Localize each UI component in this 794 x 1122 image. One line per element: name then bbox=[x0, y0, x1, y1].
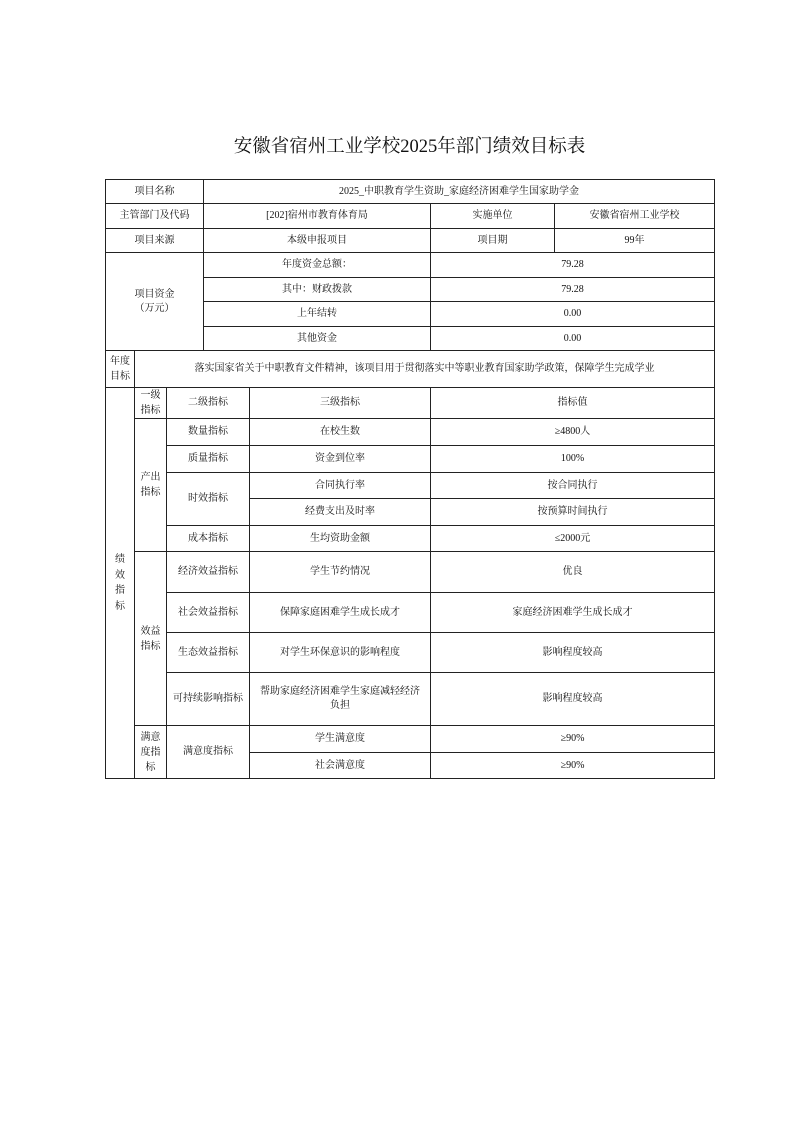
department-row bbox=[106, 204, 715, 229]
project-period-label: 项目期 bbox=[431, 229, 555, 253]
economic-benefit-value: 优良 bbox=[431, 552, 715, 593]
funds-fiscal-label: 其中：财政拨款 bbox=[204, 278, 431, 302]
quantity-metric: 在校生数 bbox=[250, 419, 431, 446]
level2-header: 二级指标 bbox=[167, 388, 250, 419]
indicator-row bbox=[106, 446, 715, 473]
social-benefit-label: 社会效益指标 bbox=[167, 593, 250, 633]
timeliness-metric-contract: 合同执行率 bbox=[250, 473, 431, 499]
quality-metric: 资金到位率 bbox=[250, 446, 431, 473]
sustainable-impact-metric: 帮助家庭经济困难学生家庭减轻经济负担 bbox=[260, 686, 420, 711]
department-value: [202]宿州市教育体育局 bbox=[204, 204, 431, 229]
indicator-value-header: 指标值 bbox=[431, 388, 715, 419]
indicator-row bbox=[106, 419, 715, 446]
performance-target-table bbox=[105, 179, 715, 779]
performance-indicators-cell bbox=[106, 388, 135, 779]
indicator-row bbox=[106, 593, 715, 633]
cost-metric: 生均资助金额 bbox=[250, 526, 431, 552]
funds-total-label: 年度资金总额： bbox=[204, 253, 431, 278]
funds-other-label: 其他资金 bbox=[204, 327, 431, 351]
sustainable-impact-metric-cell bbox=[250, 673, 431, 726]
ecological-benefit-metric: 对学生环保意识的影响程度 bbox=[250, 633, 431, 673]
annual-goal-label: 年度目标 bbox=[110, 356, 130, 382]
project-name-row bbox=[106, 180, 715, 204]
performance-indicators-label: 绩效指标 bbox=[115, 554, 125, 612]
timeliness-metric-expenditure: 经费支出及时率 bbox=[250, 499, 431, 526]
annual-goal-text: 落实国家省关于中职教育文件精神，该项目用于贯彻落实中等职业教育国家助学政策，保障学生完成学业 bbox=[135, 351, 715, 388]
source-row bbox=[106, 229, 715, 253]
social-satisfaction-value: ≥90% bbox=[431, 753, 715, 779]
cost-indicator-label: 成本指标 bbox=[167, 526, 250, 552]
student-satisfaction-metric: 学生满意度 bbox=[250, 726, 431, 753]
project-name-label: 项目名称 bbox=[106, 180, 204, 204]
project-funds-label-line2: （万元） bbox=[134, 302, 175, 314]
implementing-unit-label: 实施单位 bbox=[431, 204, 555, 229]
level3-header: 三级指标 bbox=[250, 388, 431, 419]
annual-goal-label-cell bbox=[106, 351, 135, 388]
indicator-row bbox=[106, 633, 715, 673]
funds-total-value: 79.28 bbox=[431, 253, 715, 278]
department-label: 主管部门及代码 bbox=[106, 204, 204, 229]
indicator-row bbox=[106, 473, 715, 499]
timeliness-indicator-label: 时效指标 bbox=[167, 473, 250, 526]
implementing-unit-value: 安徽省宿州工业学校 bbox=[555, 204, 715, 229]
funds-carryover-value: 0.00 bbox=[431, 302, 715, 327]
social-satisfaction-metric: 社会满意度 bbox=[250, 753, 431, 779]
output-indicators-cell bbox=[135, 419, 167, 552]
student-satisfaction-value: ≥90% bbox=[431, 726, 715, 753]
funds-fiscal-value: 79.28 bbox=[431, 278, 715, 302]
annual-goal-row bbox=[106, 351, 715, 388]
benefit-indicators-cell bbox=[135, 552, 167, 726]
satisfaction-indicators-cell bbox=[135, 726, 167, 779]
sustainable-impact-label: 可持续影响指标 bbox=[167, 673, 250, 726]
indicator-row bbox=[106, 726, 715, 753]
benefit-indicators-label: 效益指标 bbox=[140, 625, 161, 652]
indicator-header-row bbox=[106, 388, 715, 419]
level1-header-cell bbox=[135, 388, 167, 419]
project-source-label: 项目来源 bbox=[106, 229, 204, 253]
ecological-benefit-label: 生态效益指标 bbox=[167, 633, 250, 673]
sustainable-impact-value: 影响程度较高 bbox=[431, 673, 715, 726]
timeliness-value-contract: 按合同执行 bbox=[431, 473, 715, 499]
project-name-value: 2025_中职教育学生资助_家庭经济困难学生国家助学金 bbox=[204, 180, 715, 204]
social-benefit-value: 家庭经济困难学生成长成才 bbox=[431, 593, 715, 633]
indicator-row bbox=[106, 526, 715, 552]
economic-benefit-label: 经济效益指标 bbox=[167, 552, 250, 593]
quantity-indicator-label: 数量指标 bbox=[167, 419, 250, 446]
project-funds-label-line1: 项目资金 bbox=[134, 288, 175, 300]
project-source-value: 本级申报项目 bbox=[204, 229, 431, 253]
document-title: 安徽省宿州工业学校2025年部门绩效目标表 bbox=[233, 137, 586, 157]
funds-carryover-label: 上年结转 bbox=[204, 302, 431, 327]
quantity-value: ≥4800人 bbox=[431, 419, 715, 446]
quality-indicator-label: 质量指标 bbox=[167, 446, 250, 473]
project-period-value: 99年 bbox=[555, 229, 715, 253]
timeliness-value-expenditure: 按预算时间执行 bbox=[431, 499, 715, 526]
satisfaction-indicators-label: 满意度指标 bbox=[140, 731, 161, 773]
cost-value: ≤2000元 bbox=[431, 526, 715, 552]
economic-benefit-metric: 学生节约情况 bbox=[250, 552, 431, 593]
indicator-row bbox=[106, 673, 715, 726]
funds-row-total bbox=[106, 253, 715, 278]
funds-other-value: 0.00 bbox=[431, 327, 715, 351]
output-indicators-label: 产出指标 bbox=[140, 472, 161, 498]
indicator-row bbox=[106, 552, 715, 593]
level1-header: 一级指标 bbox=[140, 390, 161, 416]
social-benefit-metric: 保障家庭困难学生成长成才 bbox=[250, 593, 431, 633]
satisfaction-sub-label: 满意度指标 bbox=[167, 726, 250, 779]
quality-value: 100% bbox=[431, 446, 715, 473]
ecological-benefit-value: 影响程度较高 bbox=[431, 633, 715, 673]
project-funds-label bbox=[106, 253, 204, 351]
